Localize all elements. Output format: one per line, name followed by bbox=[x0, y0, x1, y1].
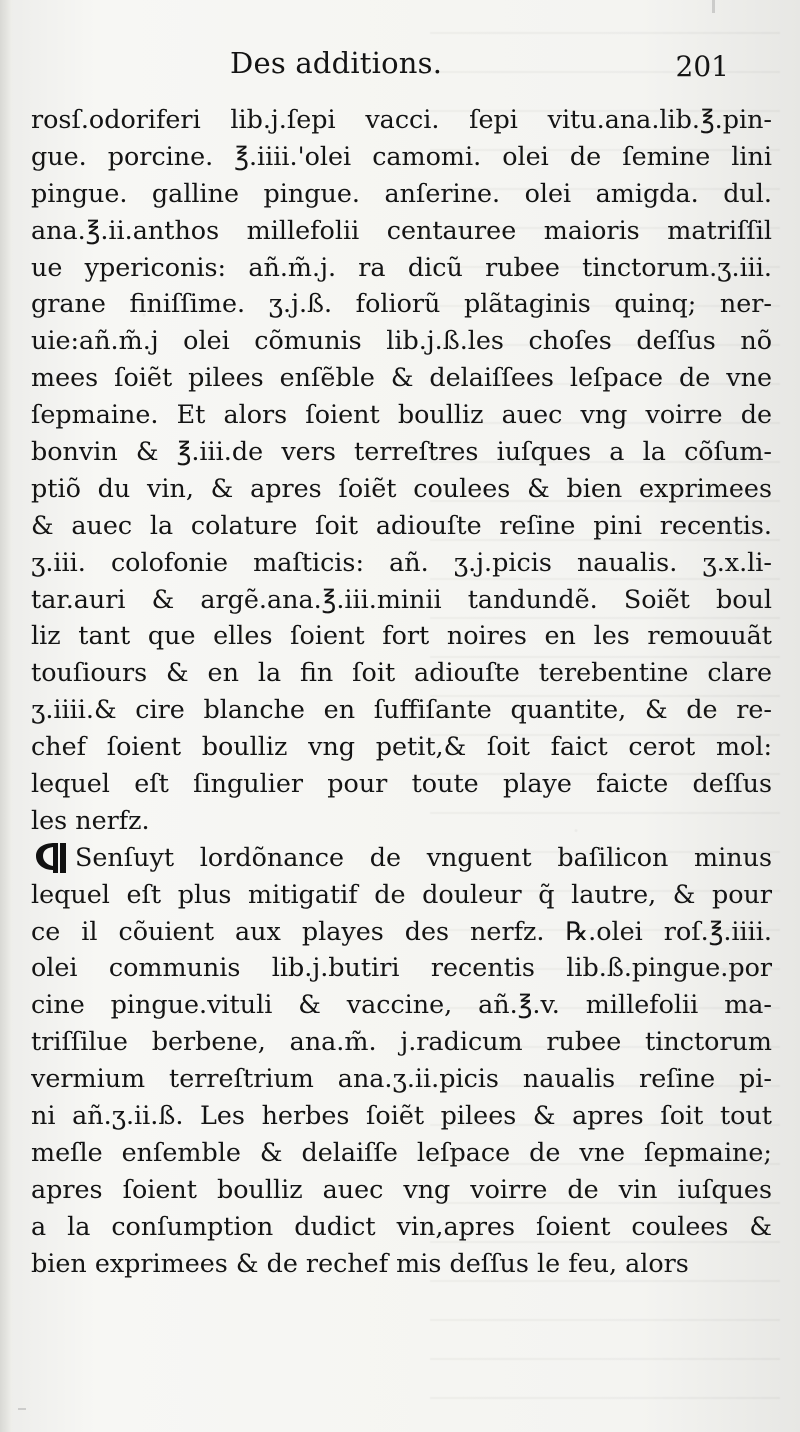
page-text bbox=[31, 101, 772, 1361]
text-line: lequel eſt ſingulier pour toute playe faicte deſſus bbox=[31, 768, 772, 799]
text-line: ſepmaine. Et alors ſoient boulliz auec vng voirre de bbox=[31, 399, 772, 430]
text-line: ʒ.iii. colofonie maſticis: añ. ʒ.j.picis naualis. ʒ.x.li- bbox=[31, 546, 772, 577]
running-title: Des additions. bbox=[230, 46, 443, 80]
text-line: apres ſoient boulliz auec vng voirre de vin iuſques bbox=[31, 1173, 772, 1204]
paragraph-first-line bbox=[31, 839, 772, 876]
page-header bbox=[0, 38, 800, 98]
text-line: tar.auri & argẽ.ana.℥.iii.minii tandundẽ. Soiẽt boul bbox=[31, 583, 772, 614]
page-number: 201 bbox=[675, 50, 729, 83]
text-line: & auec la colature ſoit adiouſte reſine pini recentis. bbox=[31, 509, 772, 540]
text-line: lequel eſt plus mitigatif de douleur q̃ lautre, & pour bbox=[31, 878, 772, 909]
text-line: bien exprimees & de rechef mis deſſus le feu, alors bbox=[31, 1247, 689, 1278]
text-line: ʒ.iiii.& cire blanche en ſuffiſante quantite, & de re- bbox=[31, 694, 772, 725]
paper-mark bbox=[712, 0, 715, 13]
text-line: olei communis lib.j.butiri recentis lib.ß.pingue.por bbox=[31, 952, 772, 983]
text-line: ptiõ du vin, & apres ſoiẽt coulees & bien exprimees bbox=[31, 472, 772, 503]
text-line: ni añ.ʒ.ii.ß. Les herbes ſoiẽt pilees & apres ſoit tout bbox=[31, 1100, 772, 1131]
text-line: mees ſoiẽt pilees enſẽble & delaiſſees leſpace de vne bbox=[31, 362, 772, 393]
text-line: ana.℥.ii.anthos millefolii centauree maioris matriſſil bbox=[31, 214, 772, 245]
text-line: triſſilue berbene, ana.m̃. j.radicum rubee tinctorum bbox=[31, 1026, 772, 1057]
paragraph-opening-text: Senſuyt lordõnance de vnguent baſilicon minus bbox=[75, 841, 772, 872]
text-line: pingue. galline pingue. anſerine. olei amigda. dul. bbox=[31, 177, 772, 208]
text-line: vermium terreſtrium ana.ʒ.ii.picis naualis reſine pi- bbox=[31, 1063, 772, 1094]
text-line: grane finiſſime. ʒ.j.ß. foliorũ plãtaginis quinq; ner- bbox=[31, 288, 772, 319]
text-line: gue. porcine. ℥.iiii.'olei camomi. olei de ſemine lini bbox=[31, 140, 772, 171]
text-line: cine pingue.vituli & vaccine, añ.℥.v. millefolii ma- bbox=[31, 989, 772, 1020]
paper-mark bbox=[18, 1408, 26, 1410]
text-line: ce il cõuient aux playes des nerfz. ℞.olei roſ.℥.iiii. bbox=[31, 915, 772, 946]
text-line: rosſ.odoriferi lib.j.ſepi vacci. ſepi vitu.ana.lib.℥.pin- bbox=[31, 104, 772, 134]
pilcrow-icon bbox=[33, 840, 71, 874]
text-line: uie:añ.m̃.j olei cõmunis lib.j.ß.les choſes deſſus nõ bbox=[31, 325, 772, 356]
text-line: ue ypericonis: añ.m̃.j. ra dicũ rubee tinctorum.ʒ.iii. bbox=[31, 251, 772, 282]
text-line: bonvin & ℥.iii.de vers terreſtres iuſques a la cõſum- bbox=[31, 436, 772, 467]
page-gutter bbox=[0, 0, 12, 1432]
text-line: les nerfz. bbox=[31, 804, 150, 835]
text-line: touſiours & en la fin ſoit adiouſte terebentine clare bbox=[31, 657, 772, 688]
text-line: chef ſoient boulliz vng petit,& ſoit faict cerot mol: bbox=[31, 731, 772, 762]
text-line: liz tant que elles ſoient fort noires en les remouuãt bbox=[31, 620, 772, 651]
text-line: meſle enſemble & delaiſſe leſpace de vne ſepmaine; bbox=[31, 1136, 772, 1167]
text-line: a la conſumption dudict vin,apres ſoient coulees & bbox=[31, 1210, 772, 1241]
